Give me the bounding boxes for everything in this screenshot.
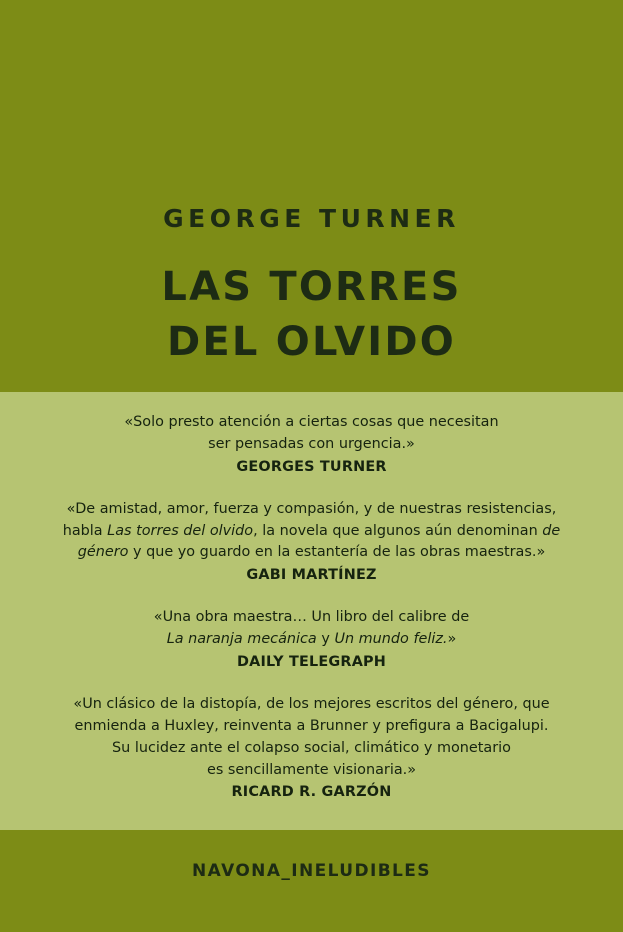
quote-text-line: enmienda a Huxley, reinventa a Brunner y prefigura a Bacigalupi. — [74, 717, 549, 734]
quotes-panel — [0, 392, 623, 830]
book-title — [161, 260, 461, 370]
quote-block — [28, 412, 595, 479]
quote-text-line: «Una obra maestra… Un libro del calibre de — [153, 609, 470, 626]
quote-text-line: «Un clásico de la distopía, de los mejores escritos del género, que — [73, 695, 550, 712]
quote-block — [28, 499, 595, 588]
quote-text-line: «Solo presto atención a ciertas cosas que necesitan — [124, 414, 499, 430]
quote-text-line: habla Las torres del olvido, la novela que algunos aún denominan de — [62, 522, 561, 539]
quote-text-line: es sencillamente visionaria.» — [206, 761, 417, 778]
quote-block — [28, 694, 595, 804]
cover-header — [0, 0, 623, 392]
book-title-line-1: LAS TORRES — [161, 263, 462, 310]
quote-text-line: Su lucidez ante el colapso social, climático y monetario — [112, 739, 511, 756]
book-title-line-2: DEL OLVIDO — [167, 318, 456, 365]
imprint-name: NAVONA_INELUDIBLES — [192, 861, 431, 881]
quote-text-line: «De amistad, amor, fuerza y compasión, y de nuestras resistencias, — [66, 500, 557, 517]
quote-text-line: ser pensadas con urgencia.» — [208, 435, 415, 452]
author-name: GEORGE TURNER — [163, 204, 460, 233]
quote-block — [28, 607, 595, 674]
quote-attribution: DAILY TELEGRAPH — [236, 654, 387, 671]
quote-text-line: género y que yo guardo en la estantería de las obras maestras.» — [77, 544, 546, 561]
quote-text-line: La naranja mecánica y Un mundo feliz.» — [166, 631, 457, 648]
quote-attribution: GABI MARTÍNEZ — [246, 567, 377, 584]
quote-attribution: RICARD R. GARZÓN — [231, 784, 392, 801]
cover-footer — [0, 830, 623, 932]
quote-attribution: GEORGES TURNER — [236, 458, 387, 475]
